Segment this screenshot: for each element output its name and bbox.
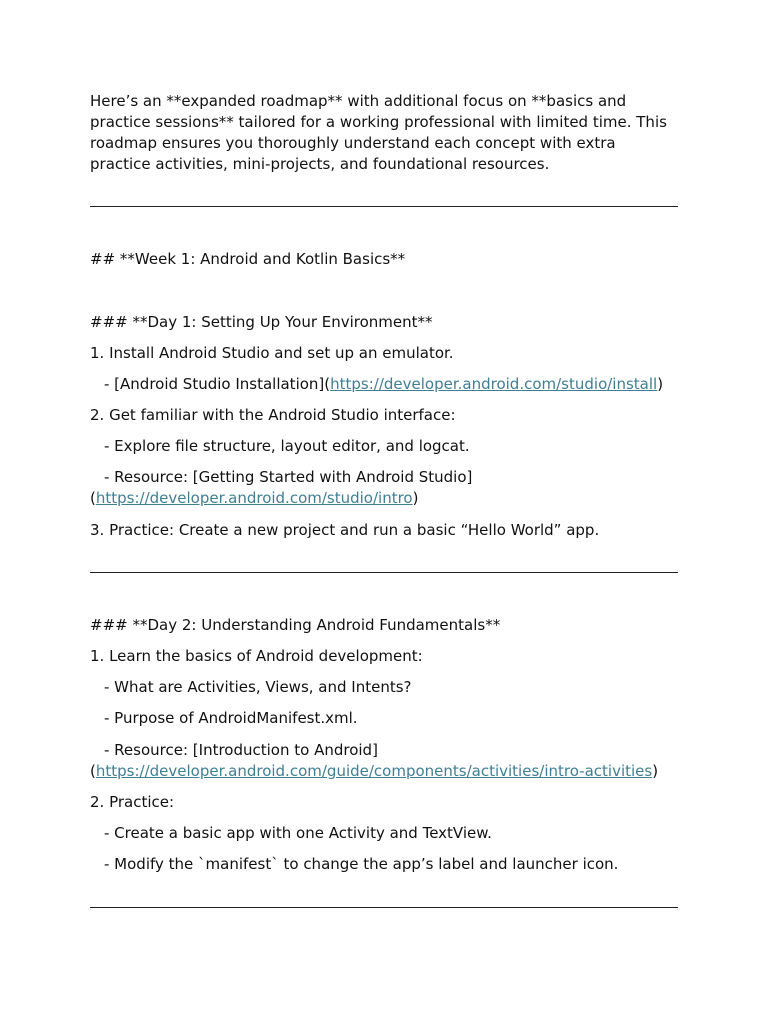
link-suffix: ) bbox=[412, 489, 419, 507]
day1-item-2-sub-1: - Explore file structure, layout editor, and logcat. bbox=[104, 437, 470, 455]
day2-item-1-sub-2: - Purpose of AndroidManifest.xml. bbox=[104, 709, 358, 727]
day1-item-1: 1. Install Android Studio and set up an emulator. bbox=[90, 344, 454, 362]
day1-item-1-resource bbox=[104, 374, 663, 395]
day2-item-1-sub-1: - What are Activities, Views, and Intents? bbox=[104, 678, 412, 696]
day2-item-2-sub-2: - Modify the `manifest` to change the app’s label and launcher icon. bbox=[104, 855, 619, 873]
horizontal-rule bbox=[90, 572, 678, 573]
day2-item-2-sub-1: - Create a basic app with one Activity and TextView. bbox=[104, 824, 492, 842]
day2-item-1-resource-url bbox=[90, 761, 658, 782]
link-suffix: ) bbox=[657, 375, 664, 393]
day2-item-1-resource: - Resource: [Introduction to Android] bbox=[104, 741, 378, 759]
day1-item-2-resource: - Resource: [Getting Started with Android Studio] bbox=[104, 468, 473, 486]
day1-item-3: 3. Practice: Create a new project and run a basic “Hello World” app. bbox=[90, 521, 600, 539]
day1-item-2-resource-url bbox=[90, 488, 418, 509]
link-suffix: ) bbox=[652, 762, 659, 780]
day1-item-2: 2. Get familiar with the Android Studio interface: bbox=[90, 406, 456, 424]
link-prefix: ( bbox=[90, 762, 96, 780]
android-studio-intro-link[interactable]: https://developer.android.com/studio/intro bbox=[95, 489, 413, 507]
intro-paragraph: Here’s an **expanded roadmap** with additional focus on **basics and practice sessions** tailored for a working professional with limited time. This roadmap ensures you thoroughly understand each concept with extra practice activities, mini-projects, and foundational resources. bbox=[90, 92, 667, 173]
day2-item-1: 1. Learn the basics of Android development: bbox=[90, 647, 423, 665]
horizontal-rule bbox=[90, 206, 678, 207]
horizontal-rule bbox=[90, 907, 678, 908]
day1-heading: ### **Day 1: Setting Up Your Environment** bbox=[90, 313, 433, 331]
day2-item-2: 2. Practice: bbox=[90, 793, 175, 811]
android-studio-install-link[interactable]: https://developer.android.com/studio/install bbox=[330, 375, 658, 393]
intro-activities-link[interactable]: https://developer.android.com/guide/components/activities/intro-activities bbox=[95, 762, 653, 780]
week1-heading: ## **Week 1: Android and Kotlin Basics** bbox=[90, 250, 406, 268]
link-prefix: ( bbox=[90, 489, 96, 507]
link-prefix: - [Android Studio Installation]( bbox=[104, 375, 331, 393]
day2-heading: ### **Day 2: Understanding Android Fundamentals** bbox=[90, 616, 501, 634]
